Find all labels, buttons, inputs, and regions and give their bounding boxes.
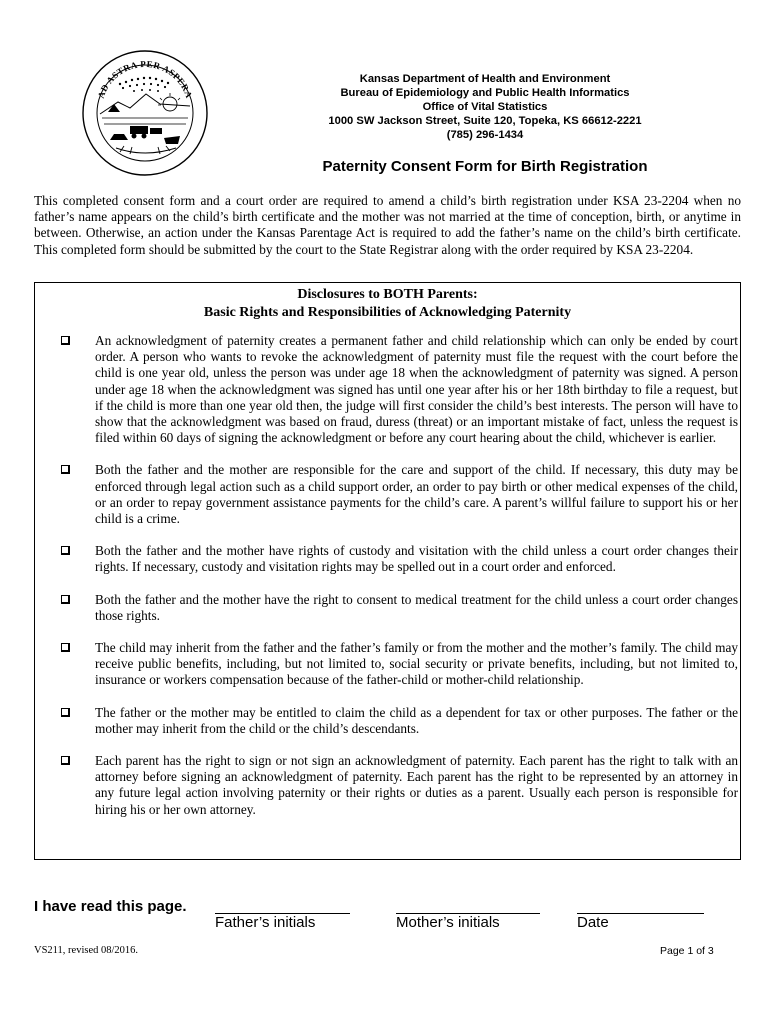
checkbox-icon[interactable] [61, 465, 70, 474]
seal-motto: AD ASTRA PER ASPERA [95, 58, 195, 100]
checkbox-icon[interactable] [61, 546, 70, 555]
checkbox-icon[interactable] [61, 756, 70, 765]
disclosure-text: Both the father and the mother have the right to consent to medical treatment for the child unless a court order changes those rights. [95, 591, 738, 623]
date-caption: Date [577, 914, 609, 931]
disclosure-item [35, 462, 740, 527]
disclosures-heading-line-1: Disclosures to BOTH Parents: [297, 287, 478, 302]
disclosure-text: An acknowledgment of paternity creates a permanent father and child relationship which can only be ended by court order. A person who wants to revoke the acknowledgment of paternity must file the request with the court before the child is one year old, unless the person was under age 18 when the acknowledgment of paternity was signed. A person under age 18 when the acknowledgment was signed has until one year after his or her 18th birthday to file a request, but if the child is more than one year old then, the judge will first consider the child’s best interests. The person will have to show that the acknowledgment was based on fraud, duress (threat) or an important mistake of fact, unless the request is filed within 60 days of signing the acknowledgment or before any court hearing about the child, whichever is earlier. [95, 333, 738, 446]
office-name: Office of Vital Statistics [422, 101, 548, 113]
checkbox-icon[interactable] [61, 643, 70, 652]
page-number: Page 1 of 3 [660, 945, 714, 957]
disclosures-box [34, 282, 741, 860]
disclosure-text: Both the father and the mother have rights of custody and visitation with the child unless a court order changes their rights. If necessary, custody and visitation rights may be spelled out in a court order and enforced. [95, 543, 738, 575]
agency-address: 1000 SW Jackson Street, Suite 120, Topeka, KS 66612-2221 [328, 115, 642, 127]
mother-initials-caption: Mother’s initials [396, 914, 500, 931]
read-acknowledgment-label: I have read this page. [34, 898, 187, 915]
kansas-state-seal [80, 48, 210, 178]
disclosure-item [35, 753, 740, 818]
agency-name: Kansas Department of Health and Environment [359, 73, 611, 85]
disclosures-heading [35, 286, 740, 322]
disclosure-item [35, 333, 740, 446]
checkbox-icon[interactable] [61, 708, 70, 717]
agency-phone: (785) 296-1434 [446, 129, 524, 141]
disclosure-text: Each parent has the right to sign or not sign an acknowledgment of paternity. Each parent has the right to talk with an attorney before signing an acknowledgment of paternity. Each parent has the right to be represented by an attorney in any future legal action involving paternity or their rights or duties as a parent. Usually each person is responsible for hiring his or her own attorney. [95, 753, 738, 817]
disclosure-item [35, 543, 740, 575]
checkbox-icon[interactable] [61, 336, 70, 345]
bureau-name: Bureau of Epidemiology and Public Health Informatics [340, 87, 630, 99]
disclosure-item [35, 640, 740, 689]
disclosure-text: The child may inherit from the father and the father’s family or from the mother and the mother’s family. The child may receive public benefits, including, but not limited to, social security or private benefits, including, but not limited to, insurance or workers compensation because of the father-child or mother-child relationship. [95, 640, 738, 688]
disclosure-item [35, 705, 740, 737]
checkbox-icon[interactable] [61, 595, 70, 604]
agency-header [290, 72, 680, 142]
form-title: Paternity Consent Form for Birth Registration [322, 158, 648, 175]
disclosure-list [35, 333, 740, 818]
disclosure-text: Both the father and the mother are responsible for the care and support of the child. If necessary, this duty may be enforced through legal action such as a child support order, an order to pay birth or other medical expenses of the child, or an order to repay government assistance payments for the child’s care. A parent’s willful failure to support his or her child is a crime. [95, 462, 738, 527]
disclosure-text: The father or the mother may be entitled to claim the child as a dependent for tax or other purposes. The father or the mother may inherit from the child or the child’s descendants. [95, 704, 738, 736]
svg-text:AD ASTRA PER ASPERA [96, 59, 194, 100]
disclosures-heading-line-2: Basic Rights and Responsibilities of Acknowledging Paternity [203, 305, 572, 320]
intro-paragraph: This completed consent form and a court order are required to amend a child’s birth registration under KSA 23-2204 when no father’s name appears on the child’s birth certificate and the mother was not married at the time of conception, birth, or anytime in between. Otherwise, an action under the Kansas Parentage Act is required to add the father’s name on the child’s birth certificate. This completed form should be submitted by the court to the State Registrar along with the order required by KSA 23-2204. [34, 193, 741, 257]
father-initials-caption: Father’s initials [215, 914, 316, 931]
disclosure-item [35, 592, 740, 624]
form-revision: VS211, revised 08/2016. [34, 945, 139, 956]
